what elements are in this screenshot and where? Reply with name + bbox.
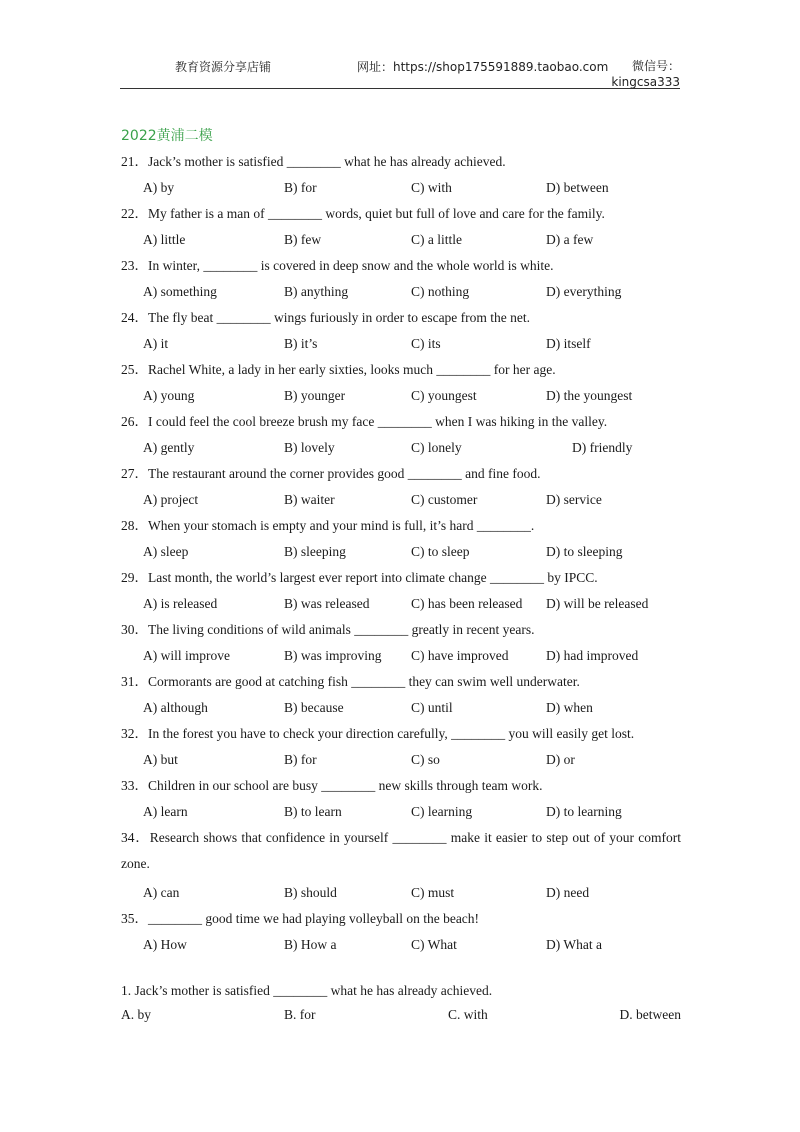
question-29 bbox=[121, 568, 681, 620]
option-row bbox=[121, 588, 681, 620]
question-stem: 21．Jack’s mother is satisfied ________ what he has already achieved. bbox=[121, 154, 506, 169]
option-a: A) but bbox=[143, 752, 178, 767]
option-row bbox=[121, 796, 681, 828]
option-b: B) waiter bbox=[284, 492, 335, 507]
option-c: C) customer bbox=[411, 492, 478, 507]
question-list bbox=[121, 152, 681, 961]
option-a: A) something bbox=[143, 284, 217, 299]
option-a: A) young bbox=[143, 388, 195, 403]
option-d: D) need bbox=[546, 885, 590, 900]
option-d: D) itself bbox=[546, 336, 591, 351]
option-d: D) the youngest bbox=[546, 388, 633, 403]
option-b: B. for bbox=[284, 1007, 316, 1022]
option-c: C) nothing bbox=[411, 284, 470, 299]
question-stem: 25．Rachel White, a lady in her early sixties, looks much ________ for her age. bbox=[121, 362, 556, 377]
option-b: B) anything bbox=[284, 284, 349, 299]
question-32 bbox=[121, 724, 681, 776]
option-b: B) for bbox=[284, 180, 317, 195]
option-row bbox=[121, 328, 681, 360]
option-row bbox=[121, 536, 681, 568]
option-c: C) to sleep bbox=[411, 544, 470, 559]
option-d: D) service bbox=[546, 492, 602, 507]
option-row bbox=[121, 640, 681, 672]
option-c: C) a little bbox=[411, 232, 462, 247]
option-d: D) when bbox=[546, 700, 593, 715]
option-c: C) have improved bbox=[411, 648, 509, 663]
question-30 bbox=[121, 620, 681, 672]
answer-explanation-section bbox=[121, 983, 681, 1029]
option-c: C) lonely bbox=[411, 440, 462, 455]
option-d: D) friendly bbox=[572, 440, 633, 455]
option-c: C) its bbox=[411, 336, 441, 351]
question-stem: 28．When your stomach is empty and your mind is full, it’s hard ________. bbox=[121, 518, 535, 533]
header-url: 网址：https://shop175591889.taobao.com bbox=[357, 60, 609, 74]
question-26 bbox=[121, 412, 681, 464]
header-wechat bbox=[611, 58, 680, 90]
question-stem: 32．In the forest you have to check your direction carefully, ________ you will easily get lost. bbox=[121, 726, 635, 741]
question-stem: 35．________ good time we had playing volleyball on the beach! bbox=[121, 911, 480, 926]
option-c: C) so bbox=[411, 752, 440, 767]
question-stem: 34．Research shows that confidence in yourself ________ make it easier to step out of your comfort zone. bbox=[121, 830, 681, 871]
option-a: A) although bbox=[143, 700, 208, 715]
question-22 bbox=[121, 204, 681, 256]
question-27 bbox=[121, 464, 681, 516]
question-stem: 22．My father is a man of ________ words, quiet but full of love and care for the family. bbox=[121, 206, 605, 221]
question-stem: 23．In winter, ________ is covered in deep snow and the whole world is white. bbox=[121, 258, 554, 273]
option-b: B) it’s bbox=[284, 336, 318, 351]
option-d: D) or bbox=[546, 752, 575, 767]
option-d: D. between bbox=[619, 1007, 681, 1022]
option-a: A) can bbox=[143, 885, 180, 900]
option-a: A) will improve bbox=[143, 648, 230, 663]
question-stem: 1. Jack’s mother is satisfied ________ what he has already achieved. bbox=[121, 983, 493, 998]
option-c: C) youngest bbox=[411, 388, 477, 403]
question-stem: 30．The living conditions of wild animals ________ greatly in recent years. bbox=[121, 622, 535, 637]
option-d: D) had improved bbox=[546, 648, 639, 663]
option-a: A) by bbox=[143, 180, 175, 195]
option-row bbox=[121, 744, 681, 776]
question-23 bbox=[121, 256, 681, 308]
question-21 bbox=[121, 152, 681, 204]
option-row bbox=[121, 692, 681, 724]
header-shop-name: 教育资源分享店铺 bbox=[175, 60, 272, 74]
option-c: C) must bbox=[411, 885, 455, 900]
question-24 bbox=[121, 308, 681, 360]
option-row bbox=[121, 877, 681, 909]
option-a: A) How bbox=[143, 937, 187, 952]
option-b: B) younger bbox=[284, 388, 346, 403]
question-stem: 26．I could feel the cool breeze brush my face ________ when I was hiking in the valley. bbox=[121, 414, 608, 429]
option-b: B) sleeping bbox=[284, 544, 346, 559]
option-row bbox=[121, 380, 681, 412]
header-wechat-id: kingcsa333 bbox=[611, 75, 680, 89]
option-row bbox=[121, 432, 681, 464]
page-header bbox=[120, 52, 680, 89]
option-d: D) to sleeping bbox=[546, 544, 623, 559]
question-31 bbox=[121, 672, 681, 724]
option-d: D) will be released bbox=[546, 596, 649, 611]
option-d: D) a few bbox=[546, 232, 594, 247]
section-title: 2022黄浦二模 bbox=[121, 128, 213, 144]
option-a: A) sleep bbox=[143, 544, 189, 559]
question-stem: 31．Cormorants are good at catching fish ________ they can swim well underwater. bbox=[121, 674, 580, 689]
option-row bbox=[121, 276, 681, 308]
question-33 bbox=[121, 776, 681, 828]
option-c: C) What bbox=[411, 937, 457, 952]
option-b: B) few bbox=[284, 232, 322, 247]
option-a: A) project bbox=[143, 492, 199, 507]
question-35 bbox=[121, 909, 681, 961]
option-b: B) to learn bbox=[284, 804, 342, 819]
option-row bbox=[121, 929, 681, 961]
option-b: B) was released bbox=[284, 596, 370, 611]
option-d: D) to learning bbox=[546, 804, 622, 819]
option-d: D) What a bbox=[546, 937, 602, 952]
option-row bbox=[121, 484, 681, 516]
question-34 bbox=[121, 825, 681, 909]
option-c: C) with bbox=[411, 180, 452, 195]
option-b: B) for bbox=[284, 752, 317, 767]
option-a: A. by bbox=[121, 1007, 151, 1022]
option-d: D) everything bbox=[546, 284, 622, 299]
option-b: B) was improving bbox=[284, 648, 382, 663]
question-28 bbox=[121, 516, 681, 568]
option-a: A) gently bbox=[143, 440, 195, 455]
question-stem: 29．Last month, the world’s largest ever report into climate change ________ by IPCC. bbox=[121, 570, 598, 585]
option-c: C) until bbox=[411, 700, 453, 715]
question-stem: 33．Children in our school are busy ________ new skills through team work. bbox=[121, 778, 543, 793]
option-b: B) because bbox=[284, 700, 344, 715]
option-row bbox=[121, 224, 681, 256]
option-b: B) How a bbox=[284, 937, 337, 952]
option-row bbox=[121, 1005, 681, 1029]
option-a: A) it bbox=[143, 336, 169, 351]
option-a: A) is released bbox=[143, 596, 218, 611]
option-a: A) learn bbox=[143, 804, 188, 819]
option-d: D) between bbox=[546, 180, 609, 195]
option-b: B) should bbox=[284, 885, 337, 900]
option-b: B) lovely bbox=[284, 440, 335, 455]
question-25 bbox=[121, 360, 681, 412]
question-stem: 27．The restaurant around the corner provides good ________ and fine food. bbox=[121, 466, 541, 481]
option-c: C. with bbox=[448, 1007, 488, 1022]
header-wechat-label: 微信号： bbox=[631, 59, 680, 73]
question-stem: 24．The fly beat ________ wings furiously in order to escape from the net. bbox=[121, 310, 531, 325]
option-c: C) has been released bbox=[411, 596, 523, 611]
option-a: A) little bbox=[143, 232, 186, 247]
option-c: C) learning bbox=[411, 804, 473, 819]
option-row bbox=[121, 172, 681, 204]
